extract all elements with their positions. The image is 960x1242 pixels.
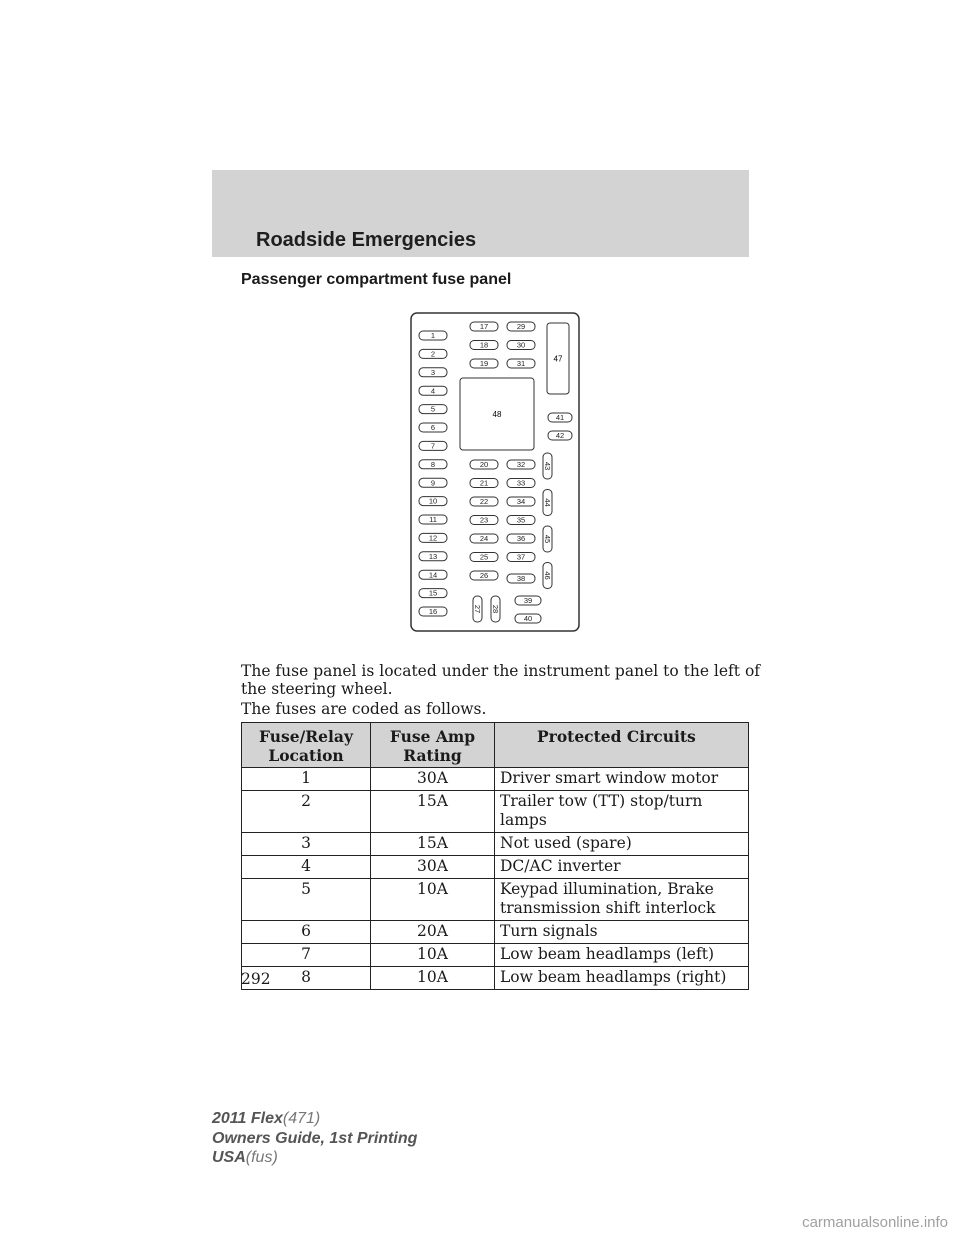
fuse-7 [419,441,447,450]
header-amp-rating: Fuse Amp Rating [371,723,495,768]
fuse-label: 20 [479,460,489,470]
footer-market-code: (fus) [245,1149,278,1166]
fuse-2 [419,349,447,358]
fuse-label: 36 [516,534,526,544]
relay-label: 48 [492,410,502,419]
fuse-25 [470,553,498,562]
fuse-panel-diagram [410,312,580,632]
fuse-label: 6 [430,423,436,433]
fuse-label: 30 [516,340,526,350]
fuse-10 [419,497,447,506]
fuse-label: 3 [430,367,436,377]
cell-amp: 20A [371,921,495,944]
fuse-4 [419,386,447,395]
fuse-label: 14 [428,570,438,580]
cell-location: 5 [242,879,371,921]
cell-amp: 10A [371,944,495,967]
fuse-21 [470,479,498,488]
relay-label: 47 [553,354,563,364]
fuse-label: 41 [555,413,565,423]
table-row [242,967,749,990]
fuse-label: 11 [429,515,437,525]
fuse-5 [419,405,447,414]
cell-amp: 15A [371,833,495,856]
fuse-16 [419,607,447,616]
cell-location: 1 [242,768,371,791]
footer-line-1 [212,1109,417,1129]
fuse-3 [419,368,447,377]
fuse-label: 5 [430,404,436,414]
relay-48 [460,378,534,450]
fuse-label: 37 [516,552,526,562]
footer-model: 2011 Flex [212,1110,283,1127]
fuse-23 [470,516,498,525]
fuse-label: 34 [516,497,526,507]
fuse-label: 8 [430,459,436,469]
fuse-45 [543,526,552,552]
fuse-31 [507,359,535,368]
cell-location: 7 [242,944,371,967]
fuse-14 [419,570,447,579]
cell-amp: 30A [371,768,495,791]
fuse-32 [507,460,535,469]
section-title: Roadside Emergencies [256,229,477,251]
fuse-label: 22 [479,497,489,507]
fuse-37 [507,553,535,562]
header-protected-circuits: Protected Circuits [495,723,749,768]
fuse-24 [470,534,498,543]
cell-location: 6 [242,921,371,944]
table-row [242,944,749,967]
fuse-27 [473,596,482,622]
fuse-label: 16 [428,607,438,617]
fuse-label: 4 [430,386,436,396]
fuse-1 [419,331,447,340]
footer-model-code: (471) [282,1110,321,1127]
footer-line-2 [212,1129,417,1149]
fuse-label: 7 [430,441,436,451]
fuse-label: 13 [428,551,438,561]
fuse-34 [507,497,535,506]
fuse-18 [470,341,498,350]
fuse-36 [507,534,535,543]
fuse-8 [419,460,447,469]
fuse-17 [470,322,498,331]
fuse-label: 1 [430,331,436,341]
cell-amp: 30A [371,856,495,879]
cell-circuit: Low beam headlamps (right) [495,967,749,990]
fuse-44 [543,490,552,516]
fuse-label: 9 [430,478,436,488]
relay-47 [547,323,569,394]
fuse-label: 25 [479,552,489,562]
cell-location: 3 [242,833,371,856]
fuse-33 [507,479,535,488]
footer-line-3 [212,1148,417,1168]
cell-circuit: Trailer tow (TT) stop/turn lamps [495,791,749,833]
fuse-label: 44 [542,498,552,507]
fuse-35 [507,516,535,525]
cell-amp: 15A [371,791,495,833]
fuse-29 [507,322,535,331]
fuse-20 [470,460,498,469]
fuse-label: 24 [479,534,489,544]
fuse-label: 15 [428,588,438,598]
fuse-label: 29 [516,322,526,332]
fuse-label: 35 [516,515,526,525]
table-row [242,921,749,944]
fuse-9 [419,478,447,487]
fuse-26 [470,571,498,580]
watermark: carmanualsonline.info [802,1214,948,1231]
fuse-label: 43 [542,461,552,471]
table-row [242,833,749,856]
fuse-40 [515,614,541,623]
fuse-28 [491,596,500,622]
fuse-label: 42 [555,431,565,441]
cell-circuit: Keypad illumination, Brake transmission shift interlock [495,879,749,921]
fuse-11 [419,515,447,524]
cell-location: 4 [242,856,371,879]
fuse-label: 45 [542,534,552,544]
fuse-13 [419,552,447,561]
print-footer [212,1109,417,1168]
fuse-label: 40 [523,614,533,624]
table-row [242,768,749,791]
table-row [242,879,749,921]
fuse-label: 19 [479,359,489,369]
table-row [242,791,749,833]
fuse-30 [507,341,535,350]
fuse-19 [470,359,498,368]
cell-circuit: Driver smart window motor [495,768,749,791]
fuse-39 [515,596,541,605]
fuse-label: 26 [479,571,489,581]
fuse-41 [548,413,572,422]
fuse-label: 39 [523,596,533,606]
fuse-label: 46 [542,571,552,580]
cell-circuit: Not used (spare) [495,833,749,856]
footer-market: USA [212,1149,246,1166]
cell-circuit: Low beam headlamps (left) [495,944,749,967]
cell-amp: 10A [371,967,495,990]
cell-location: 8 [242,967,371,990]
section-header [212,170,749,257]
cell-circuit: DC/AC inverter [495,856,749,879]
coding-paragraph: The fuses are coded as follows. [241,700,487,718]
fuse-label: 31 [516,359,526,369]
cell-location: 2 [242,791,371,833]
fuse-label: 27 [472,604,482,614]
fuse-6 [419,423,447,432]
page-number: 292 [241,970,271,988]
fuse-label: 28 [490,604,500,614]
fuse-38 [507,574,535,583]
fuse-label: 12 [428,533,438,543]
fuse-label: 38 [516,574,526,584]
fuse-label: 17 [479,322,489,332]
fuse-label: 33 [516,478,526,488]
fuse-label: 21 [479,478,489,488]
cell-amp: 10A [371,879,495,921]
fuse-label: 32 [516,460,526,470]
fuse-label: 10 [428,496,438,506]
location-paragraph: The fuse panel is located under the instrument panel to the left of the steering wheel. [241,662,761,698]
table-header-row [242,723,749,768]
header-location: Fuse/Relay Location [242,723,371,768]
fuse-15 [419,589,447,598]
fuse-label: 2 [430,349,436,359]
fuse-table [241,722,749,990]
page-subtitle: Passenger compartment fuse panel [241,271,512,288]
table-row [242,856,749,879]
fuse-46 [543,563,552,589]
footer-printing: Owners Guide, 1st Printing [212,1129,418,1147]
fuse-12 [419,533,447,542]
fuse-43 [543,453,552,479]
fuse-label: 18 [479,340,489,350]
fuse-label: 23 [479,515,489,525]
cell-circuit: Turn signals [495,921,749,944]
fuse-22 [470,497,498,506]
fuse-42 [548,431,572,440]
